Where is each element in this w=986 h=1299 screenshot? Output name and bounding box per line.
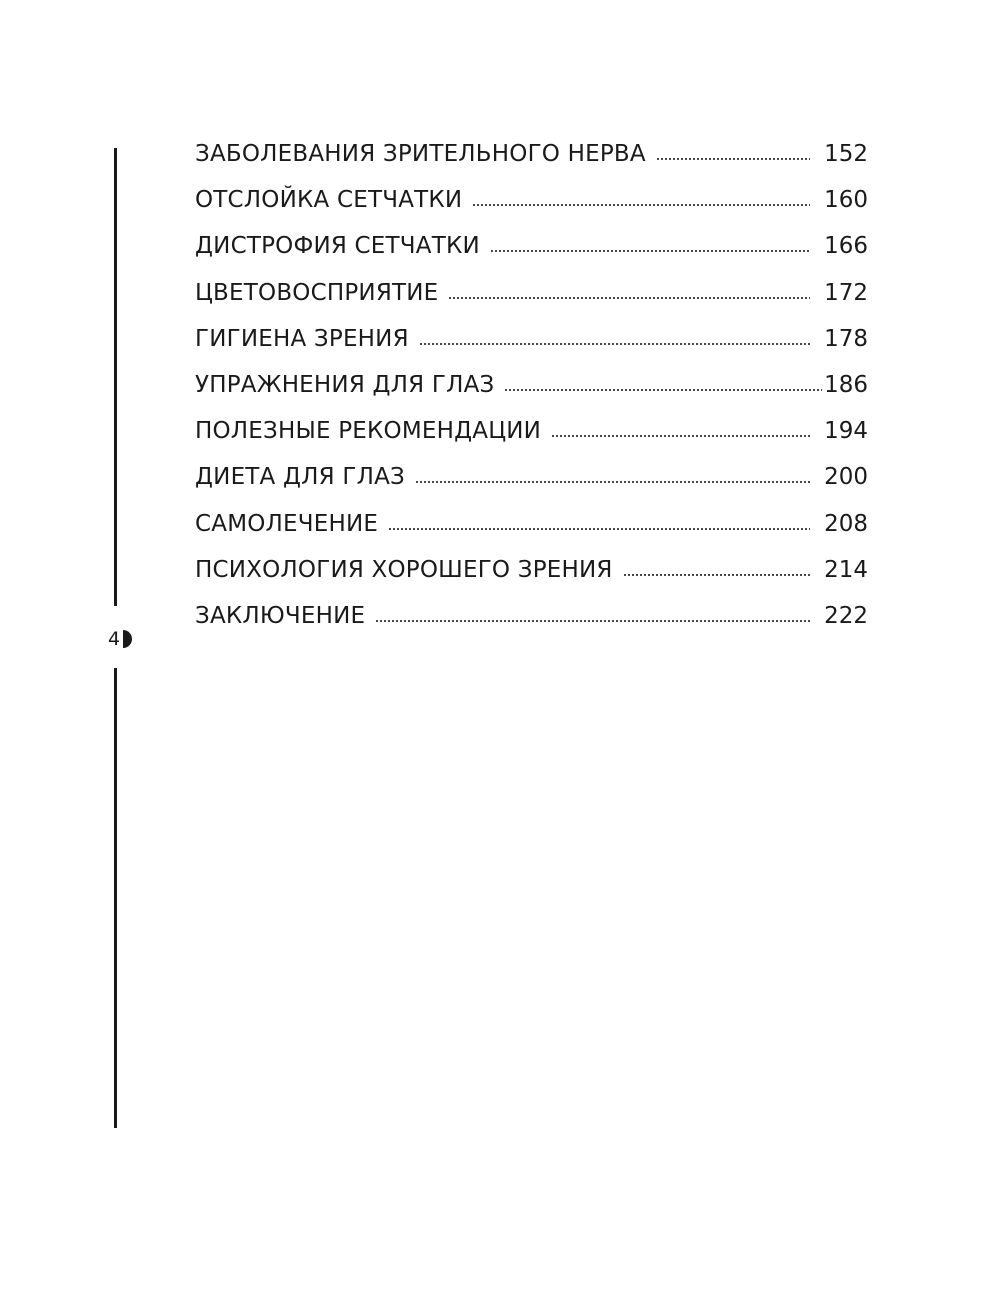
margin-rule-upper (114, 148, 117, 606)
toc-entry-title: ОТСЛОЙКА СЕТЧАТКИ (195, 187, 463, 214)
dot-leader (623, 574, 810, 576)
toc-entry-title: УПРАЖНЕНИЯ ДЛЯ ГЛАЗ (195, 371, 495, 398)
toc-entry-title: ПСИХОЛОГИЯ ХОРОШЕГО ЗРЕНИЯ (195, 556, 613, 583)
dot-leader (448, 297, 810, 299)
dot-leader (656, 158, 810, 160)
toc-entry[interactable] (195, 557, 868, 603)
dot-leader (388, 528, 810, 530)
toc-entry-page: 178 (824, 325, 868, 352)
dot-leader (472, 204, 810, 206)
dot-leader (419, 343, 810, 345)
toc-entry-page: 200 (824, 464, 868, 491)
toc-entry[interactable] (195, 418, 868, 464)
toc-entry-title: ПОЛЕЗНЫЕ РЕКОМЕНДАЦИИ (195, 418, 542, 445)
toc-entry-page: 194 (824, 418, 868, 445)
toc-entry[interactable] (195, 603, 868, 649)
toc-entry-title: ДИСТРОФИЯ СЕТЧАТКИ (195, 233, 480, 260)
toc-entry[interactable] (195, 326, 868, 372)
toc-entry-page: 166 (824, 233, 868, 260)
dot-leader (375, 620, 810, 622)
table-of-contents (195, 141, 868, 649)
toc-entry-page: 222 (824, 602, 868, 629)
toc-entry[interactable] (195, 372, 868, 418)
toc-entry-page: 152 (824, 141, 868, 167)
toc-entry-title: ГИГИЕНА ЗРЕНИЯ (195, 325, 409, 352)
toc-entry-title: САМОЛЕЧЕНИЕ (195, 510, 379, 537)
dot-leader (490, 250, 810, 252)
toc-entry-page: 186 (824, 371, 868, 398)
toc-entry[interactable] (195, 280, 868, 326)
toc-entry-title: ЗАКЛЮЧЕНИЕ (195, 602, 366, 629)
toc-entry-page: 208 (824, 510, 868, 537)
toc-entry[interactable] (195, 511, 868, 557)
toc-entry-page: 160 (824, 187, 868, 214)
dot-leader (504, 389, 822, 391)
margin-rule-lower (114, 668, 117, 1128)
half-circle-icon (122, 629, 133, 649)
toc-entry-title: ЗАБОЛЕВАНИЯ ЗРИТЕЛЬНОГО НЕРВА (195, 141, 646, 167)
page-number: 4 (108, 628, 121, 650)
toc-entry[interactable] (195, 464, 868, 510)
dot-leader (415, 481, 810, 483)
toc-entry[interactable] (195, 233, 868, 279)
toc-entry[interactable] (195, 187, 868, 233)
toc-entry[interactable] (195, 141, 868, 187)
dot-leader (551, 435, 810, 437)
toc-entry-title: ДИЕТА ДЛЯ ГЛАЗ (195, 464, 405, 491)
toc-entry-title: ЦВЕТОВОСПРИЯТИЕ (195, 279, 439, 306)
toc-entry-page: 214 (824, 556, 868, 583)
page-folio (108, 626, 133, 652)
toc-entry-page: 172 (824, 279, 868, 306)
